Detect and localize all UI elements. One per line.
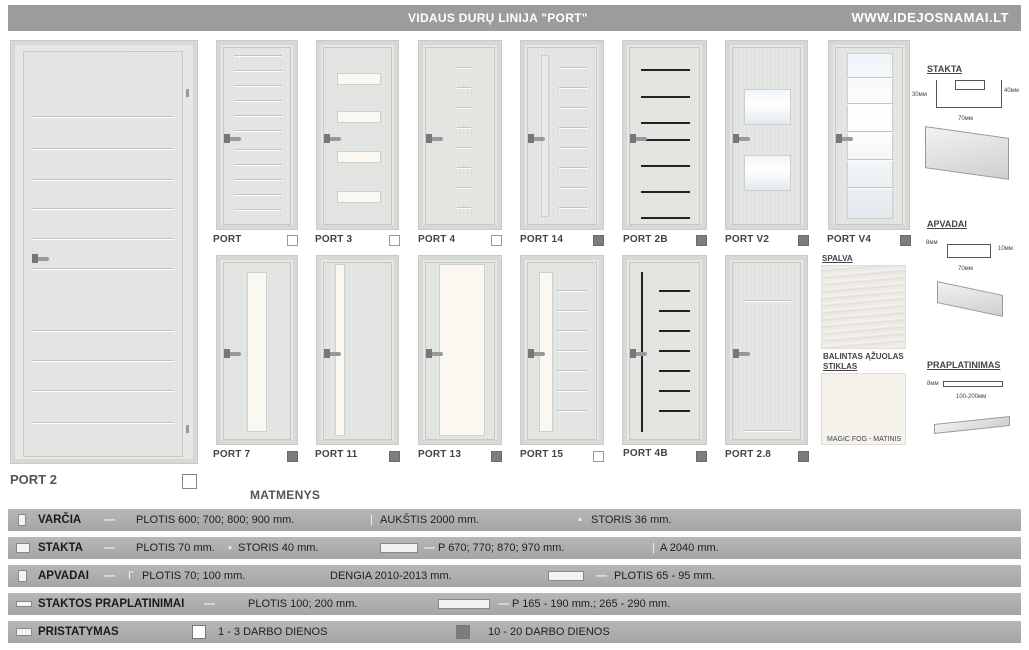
- website-link[interactable]: WWW.IDEJOSNAMAI.LT: [851, 10, 1009, 25]
- spec-name: PRISTATYMAS: [38, 626, 119, 638]
- stakta-label: STAKTA: [927, 64, 963, 74]
- glass-panel: [439, 264, 485, 436]
- spec-row-varcia: VARČIA — PLOTIS 600; 700; 800; 900 mm. | AUKŠTIS 2000 mm. ▪ STORIS 36 mm.: [8, 509, 1021, 531]
- glass-strip: [337, 73, 381, 85]
- stakta-dim: 70мм: [958, 116, 973, 122]
- apvadai-dim: 8мм: [926, 240, 938, 246]
- spec-value: STORIS 40 mm.: [238, 542, 319, 554]
- glass-panel: [335, 264, 345, 436]
- door-label: PORT 3: [315, 234, 353, 245]
- spec-row-pristatymas: [8, 621, 1021, 643]
- availability-box-light: [192, 625, 206, 639]
- door-handle-icon: [531, 137, 545, 141]
- spec-value: STORIS 36 mm.: [591, 514, 672, 526]
- spec-name: VARČIA: [38, 514, 82, 526]
- door-handle-icon: [35, 257, 49, 261]
- apvadai-3d-icon: [937, 281, 1003, 317]
- door-label: PORT 4: [418, 234, 456, 245]
- door-handle-icon: [327, 352, 341, 356]
- section-title: MATMENYS: [250, 488, 321, 502]
- frame-profile-icon: [16, 543, 30, 553]
- door-port-3[interactable]: [316, 40, 399, 230]
- door-label: PORT V2: [725, 234, 770, 245]
- casing-cover-icon: [548, 571, 584, 581]
- door-handle-icon: [839, 137, 853, 141]
- stakta-step: [955, 80, 985, 90]
- header-bar: [8, 5, 1021, 31]
- door-panel-lines: [32, 52, 174, 456]
- door-label: PORT 7: [213, 449, 251, 460]
- door-port-4[interactable]: [418, 40, 502, 230]
- apvadai-dim: 70мм: [958, 266, 973, 272]
- availability-box-dark: [287, 451, 298, 462]
- truck-icon: [16, 628, 32, 636]
- door-port-7[interactable]: [216, 255, 298, 445]
- spec-value: PLOTIS 100; 200 mm.: [248, 598, 358, 610]
- availability-box-dark: [593, 235, 604, 246]
- spec-value: PLOTIS 70 mm.: [136, 542, 215, 554]
- apvadai-profile-drawing: [947, 244, 991, 258]
- praplatinimas-label: PRAPLATINIMAS: [927, 360, 1001, 370]
- extension-width-icon: [438, 599, 490, 609]
- availability-box-dark: [696, 235, 707, 246]
- spec-value: A 2040 mm.: [660, 542, 719, 554]
- hinge-icon: [186, 425, 189, 433]
- door-label: PORT 11: [315, 449, 358, 460]
- wood-label: BALINTAS ĄŽUOLAS: [823, 352, 904, 361]
- praplatinimas-3d-icon: [934, 416, 1010, 434]
- door-port-v2[interactable]: [725, 40, 808, 230]
- glass-swatch: [821, 373, 906, 445]
- availability-box-dark: [696, 451, 707, 462]
- availability-box-dark: [798, 235, 809, 246]
- spec-value: P 165 - 190 mm.; 265 - 290 mm.: [512, 598, 671, 610]
- stakta-dim: 30мм: [912, 92, 927, 98]
- door-handle-icon: [736, 352, 750, 356]
- glass-panel: [247, 272, 267, 432]
- spec-value: DENGIA 2010-2013 mm.: [330, 570, 452, 582]
- spec-value: P 670; 770; 870; 970 mm.: [438, 542, 565, 554]
- spec-value: PLOTIS 70; 100 mm.: [142, 570, 246, 582]
- door-handle-icon: [429, 352, 443, 356]
- spec-value: AUKŠTIS 2000 mm.: [380, 514, 480, 526]
- door-handle-icon: [227, 137, 241, 141]
- door-label: PORT 13: [418, 449, 462, 460]
- availability-box-dark: [389, 451, 400, 462]
- door-port-2-8[interactable]: [725, 255, 808, 445]
- door-label: PORT 2.8: [725, 449, 772, 460]
- door-label: PORT: [213, 234, 242, 245]
- mirror-glass: [744, 155, 791, 191]
- door-port-2b[interactable]: [622, 40, 707, 230]
- spec-value: 10 - 20 DARBO DIENOS: [488, 626, 610, 638]
- spalva-label: SPALVA: [822, 254, 853, 263]
- door-handle-icon: [633, 137, 647, 141]
- door-label: PORT V4: [827, 234, 872, 245]
- spec-value: 1 - 3 DARBO DIENOS: [218, 626, 328, 638]
- door-label: PORT 4B: [623, 448, 668, 459]
- praplatinimas-dim: 8мм: [927, 381, 939, 387]
- door-port-2-large[interactable]: [10, 40, 198, 464]
- glass-strip: [541, 55, 549, 217]
- frame-width-icon: [380, 543, 418, 553]
- spec-value: PLOTIS 65 - 95 mm.: [614, 570, 715, 582]
- door-handle-icon: [429, 137, 443, 141]
- availability-box-dark: [456, 625, 470, 639]
- door-handle-icon: [736, 137, 750, 141]
- door-port-4b[interactable]: [622, 255, 707, 445]
- spec-value: PLOTIS 600; 700; 800; 900 mm.: [136, 514, 295, 526]
- glass-name: MAGIC FOG - MATINIS: [827, 436, 902, 443]
- door-port[interactable]: [216, 40, 298, 230]
- door-leaf-icon: [18, 514, 26, 526]
- glass-strip: [337, 111, 381, 123]
- door-port-13[interactable]: [418, 255, 502, 445]
- door-label: PORT 2B: [623, 234, 668, 245]
- glass-strip: [337, 191, 381, 203]
- availability-box-dark: [491, 451, 502, 462]
- spec-row-stakta: STAKTA — PLOTIS 70 mm. ▪ STORIS 40 mm. — P 670; 770; 870; 970 mm. | A 2040 mm.: [8, 537, 1021, 559]
- spec-row-praplatinimai: STAKTOS PRAPLATINIMAI — PLOTIS 100; 200 mm. — P 165 - 190 mm.; 265 - 290 mm.: [8, 593, 1021, 615]
- availability-box-light: [182, 474, 197, 489]
- door-port-15[interactable]: [520, 255, 604, 445]
- door-port-14[interactable]: [520, 40, 604, 230]
- availability-box-dark: [900, 235, 911, 246]
- door-label: PORT 14: [520, 234, 564, 245]
- apvadai-label: APVADAI: [927, 219, 967, 229]
- door-port-v4[interactable]: [828, 40, 910, 230]
- availability-box-dark: [798, 451, 809, 462]
- spec-name: STAKTOS PRAPLATINIMAI: [38, 598, 185, 610]
- praplatinimas-dim: 100-200мм: [956, 394, 987, 400]
- door-label: PORT 15: [520, 449, 564, 460]
- extension-icon: [16, 601, 32, 607]
- glass-label: STIKLAS: [823, 362, 858, 371]
- page-title: VIDAUS DURŲ LINIJA "PORT": [408, 11, 588, 25]
- door-handle-icon: [633, 352, 647, 356]
- availability-box-light: [593, 451, 604, 462]
- door-label-port-2: PORT 2: [10, 472, 57, 487]
- praplatinimas-profile-drawing: [943, 381, 1003, 387]
- door-handle-icon: [327, 137, 341, 141]
- glass-strip: [337, 151, 381, 163]
- door-handle-icon: [227, 352, 241, 356]
- availability-box-light: [287, 235, 298, 246]
- hinge-icon: [186, 89, 189, 97]
- availability-box-light: [389, 235, 400, 246]
- wood-swatch: [821, 265, 906, 349]
- availability-box-light: [491, 235, 502, 246]
- door-handle-icon: [531, 352, 545, 356]
- door-port-11[interactable]: [316, 255, 399, 445]
- spec-name: STAKTA: [38, 542, 83, 554]
- spec-name: APVADAI: [38, 570, 89, 582]
- spec-row-apvadai: APVADAI — Γ PLOTIS 70; 100 mm. DENGIA 2010-2013 mm. — PLOTIS 65 - 95 mm.: [8, 565, 1021, 587]
- casing-icon: [18, 570, 27, 582]
- stakta-dim: 40мм: [1004, 88, 1019, 94]
- stakta-3d-icon: [925, 126, 1009, 180]
- mirror-glass: [744, 89, 791, 125]
- apvadai-dim: 10мм: [998, 246, 1013, 252]
